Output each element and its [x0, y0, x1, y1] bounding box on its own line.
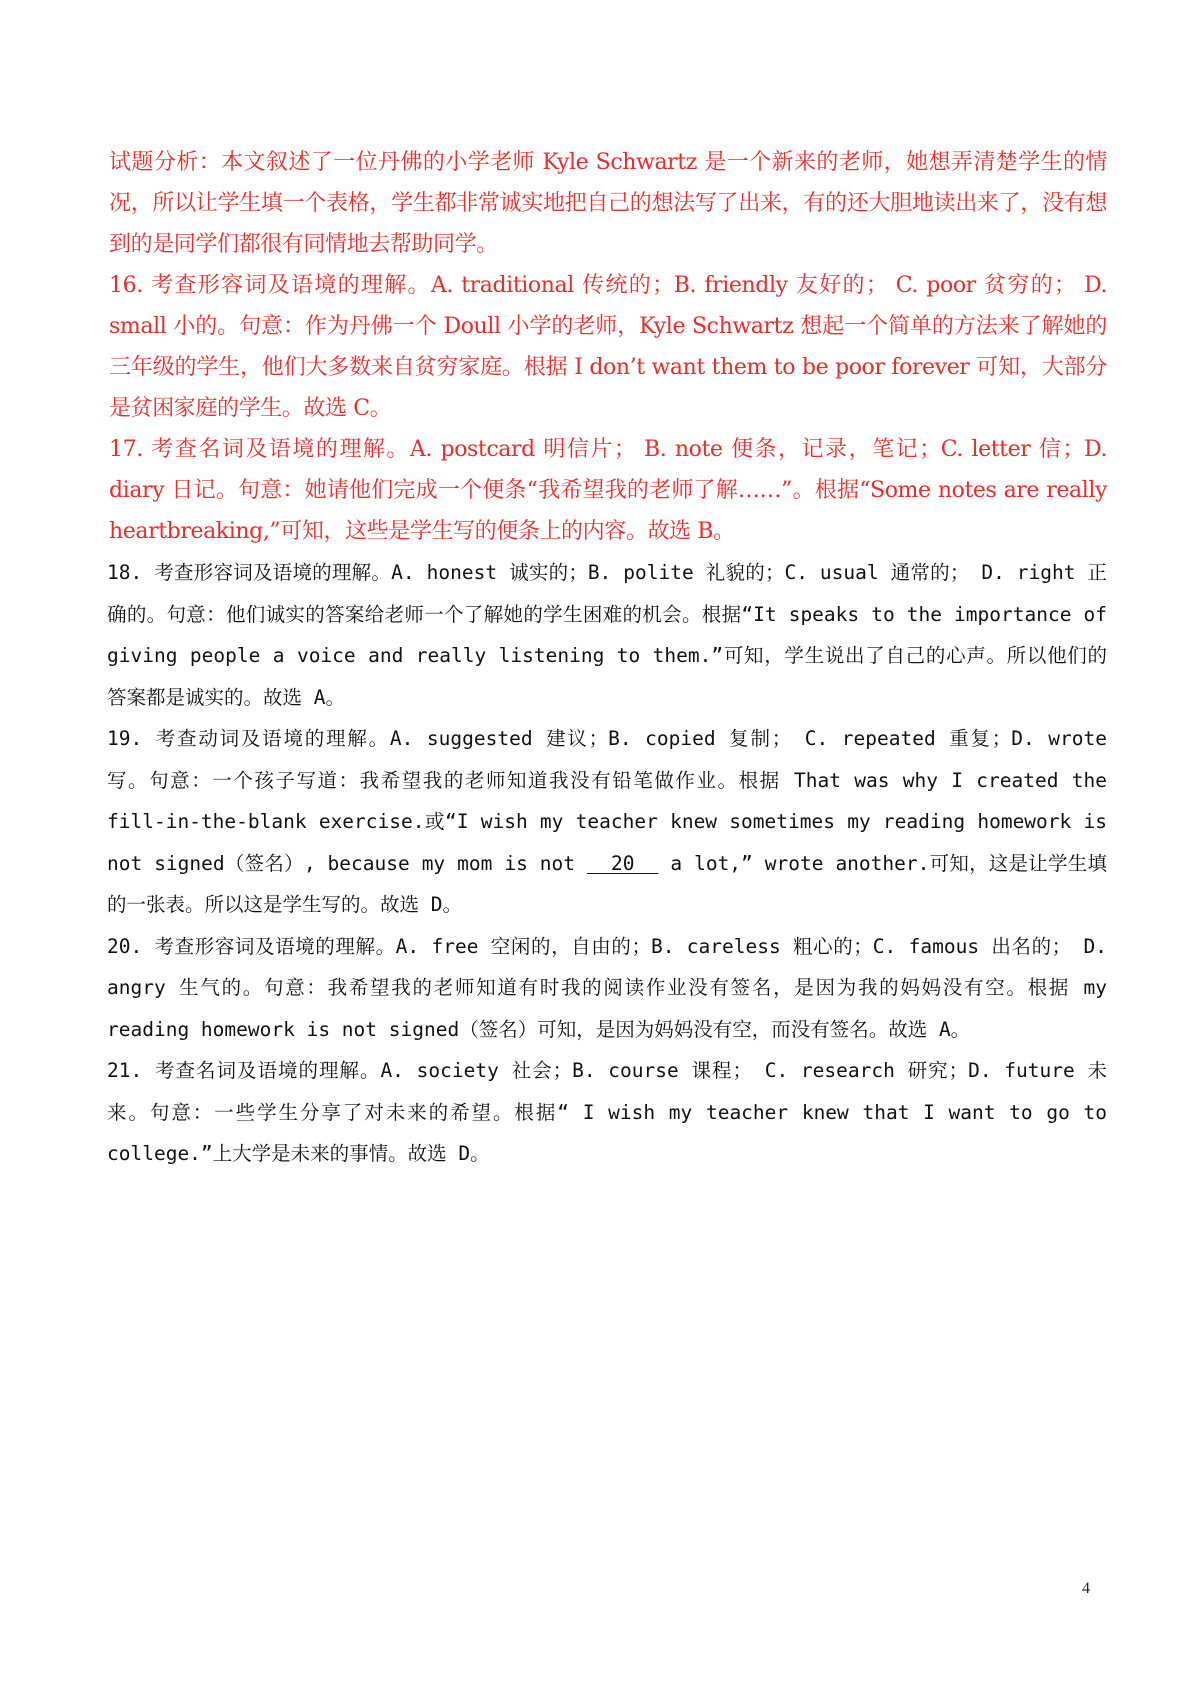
black-analysis-section [107, 552, 1107, 1175]
question-19-explanation [107, 718, 1107, 926]
blank-20: 20 [587, 851, 659, 875]
red-analysis-section [109, 142, 1107, 552]
question-17-explanation: 17. 考查名词及语境的理解。A. postcard 明信片； B. note 便条，记录，笔记；C. letter 信；D. diary 日记。句意：她请他们完成一个便条“我希望我的老师了解……”。根据“Some notes are really heartbreaking,”可知，这些是学生写的便条上的内容。故选 B。 [109, 437, 1107, 544]
question-18-explanation: 18. 考查形容词及语境的理解。A. honest 诚实的；B. polite 礼貌的；C. usual 通常的； D. right 正确的。句意：他们诚实的答案给老师一个了解她的学生困难的机会。根据“It speaks to the importance of giving people a voice and really listening to them.”可知，学生说出了自己的心声。所以他们的答案都是诚实的。故选 A。 [107, 561, 1107, 709]
page-number: 4 [1082, 1580, 1090, 1597]
question-21-explanation: 21. 考查名词及语境的理解。A. society 社会；B. course 课程； C. research 研究；D. future 未来。句意：一些学生分享了对未来的希望。根据“ I wish my teacher knew that I want to go to college.”上大学是未来的事情。故选 D。 [107, 1059, 1107, 1165]
answer-analysis [109, 142, 1107, 1175]
question-16-explanation: 16. 考查形容词及语境的理解。A. traditional 传统的；B. friendly 友好的； C. poor 贫穷的； D. small 小的。句意：作为丹佛一个 Doull 小学的老师，Kyle Schwartz 想起一个简单的方法来了解她的三年级的学生，他们大多数来自贫穷家庭。根据 I don’t want them to be poor forever 可知，大部分是贫困家庭的学生。故选 C。 [109, 273, 1107, 421]
question-19-text-after-blank: a lot,” wrote another.可知，这是让学生填的一张表。所以这是学生写的。故选 D。 [107, 851, 1107, 916]
analysis-summary-paragraph: 试题分析：本文叙述了一位丹佛的小学老师 Kyle Schwartz 是一个新来的老师，她想弄清楚学生的情况，所以让学生填一个表格，学生都非常诚实地把自己的想法写了出来，有的还大胆地读出来了，没有想到的是同学们都很有同情地去帮助同学。 [109, 150, 1107, 257]
question-19-text-before-blank: 19. 考查动词及语境的理解。A. suggested 建议；B. copied 复制； C. repeated 重复；D. wrote 写。句意：一个孩子写道：我希望我的老师知道我没有铅笔做作业。根据 That was why I created the fill-in-the-blank exercise.或“I wish my teacher knew sometimes my reading homework is not signed（签名）, because my mom is not [107, 727, 1107, 875]
question-20-explanation: 20. 考查形容词及语境的理解。A. free 空闲的，自由的；B. careless 粗心的；C. famous 出名的； D. angry 生气的。句意：我希望我的老师知道有时我的阅读作业没有签名，是因为我的妈妈没有空。根据 my reading homework is not signed（签名）可知，是因为妈妈没有空，而没有签名。故选 A。 [107, 934, 1107, 1041]
